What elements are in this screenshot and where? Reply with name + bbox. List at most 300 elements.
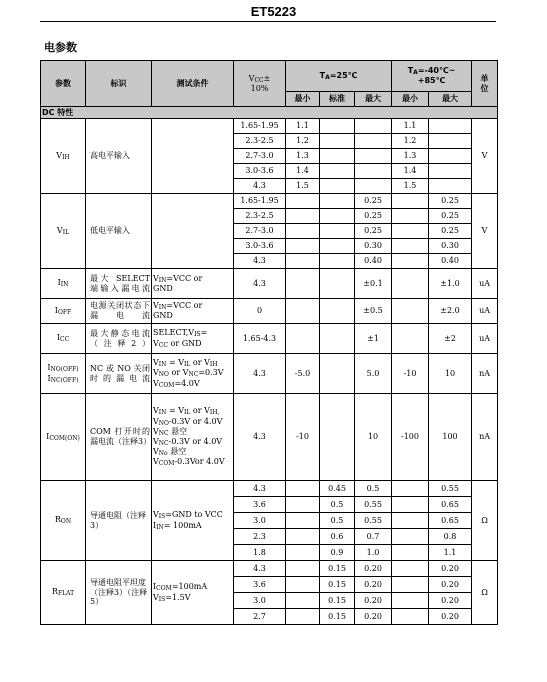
param-sub: IH [62,153,70,161]
value-cell [429,119,472,134]
condition-line [153,379,232,389]
vcc-value: 3.6 [234,577,286,593]
param-symbol [41,324,86,354]
value-cell [355,179,392,194]
unit-cell: V [472,119,498,194]
value-cell: ±1.0 [429,269,472,299]
value-cell [392,577,429,593]
value-cell [320,194,355,209]
value-cell [286,299,320,324]
condition-part: 悬空 [167,447,187,457]
test-condition [152,299,234,324]
condition-part: No [158,450,168,458]
value-cell [355,134,392,149]
condition-part: IS [194,331,201,339]
value-cell: 0.20 [355,561,392,577]
vcc-value: 4.3 [234,254,286,269]
condition-line [153,284,232,294]
condition-part: CC [158,341,168,349]
header-min-range: 最小 [392,92,429,107]
condition-part: 悬空 [168,426,188,436]
header-typ: 标准 [320,92,355,107]
condition-part: =VCC or [166,301,203,311]
condition-line [153,406,232,416]
table-row [41,194,498,209]
vcc-value: 3.0 [234,513,286,529]
condition-line [153,437,232,447]
value-cell [392,561,429,577]
value-cell: ±1 [355,324,392,354]
header-vcc: VCC± 10% [234,61,286,107]
condition-line [153,447,232,457]
value-cell: 0.5 [320,513,355,529]
value-cell: 0.55 [355,497,392,513]
value-cell: 0.5 [320,497,355,513]
param-name: 高电平输入 [86,119,152,194]
param-symbol [41,394,86,481]
vcc-value: 1.8 [234,545,286,561]
param-name: 最大 SELECT 端输入漏电流 [86,269,152,299]
unit-cell: uA [472,269,498,299]
value-cell: 0.20 [355,593,392,609]
condition-line [153,427,232,437]
value-cell [286,545,320,561]
value-cell [320,394,355,481]
condition-part: IS [158,595,166,603]
condition-part: COM [156,585,172,593]
value-cell: 1.1 [286,119,320,134]
param-sub: NO(OFF) [50,366,79,374]
value-cell: ±2.0 [429,299,472,324]
value-cell [320,254,355,269]
value-cell: 0.6 [320,529,355,545]
value-cell [392,269,429,299]
param-symbol [41,561,86,625]
condition-part: = V [166,406,184,416]
condition-line [153,521,232,531]
value-cell [320,354,355,394]
vcc-value: 1.65-1.95 [234,119,286,134]
condition-line [153,274,232,284]
condition-part: = [200,328,208,338]
value-cell: 0.25 [355,209,392,224]
value-cell [392,609,429,625]
vcc-value: 2.3 [234,529,286,545]
param-sub: COM(ON) [49,434,80,442]
value-cell: 0.20 [429,577,472,593]
value-cell: 0.65 [429,513,472,529]
condition-part: IN [158,304,167,312]
header-ta-25: TA=25℃ [286,61,392,92]
value-cell: 0.9 [320,545,355,561]
param-main: I [47,363,51,373]
value-cell: 0.7 [355,529,392,545]
table-row [41,561,498,577]
value-cell [355,119,392,134]
condition-line [153,593,232,603]
condition-line [153,301,232,311]
condition-line [153,311,232,321]
test-condition [152,269,234,299]
condition-part: -0.3V or 4.0V [168,437,223,446]
condition-part: COM [158,460,175,468]
condition-part: IN [158,361,167,369]
param-symbol [41,481,86,561]
value-cell: 1.0 [355,545,392,561]
condition-part: V [153,592,159,602]
value-cell [392,209,429,224]
condition-part: =100mA [171,582,208,592]
header-symbol: 标识 [86,61,152,107]
condition-part: I [153,520,157,530]
condition-part: V [153,301,159,311]
value-cell: 0.65 [429,497,472,513]
value-cell [392,593,429,609]
vcc-value: 4.3 [234,561,286,577]
value-cell [320,239,355,254]
value-cell [286,324,320,354]
value-cell [286,577,320,593]
value-cell [355,164,392,179]
unit-cell: V [472,194,498,269]
value-cell: 0.15 [320,593,355,609]
condition-part: IN [158,409,167,417]
header-max-range: 最大 [429,92,472,107]
value-cell [286,254,320,269]
param-name: 导通电阻（注释3） [86,481,152,561]
table-row [41,324,498,354]
param-main: I [57,278,61,288]
value-cell: 1.1 [429,545,472,561]
condition-line [153,457,232,467]
value-cell [429,149,472,164]
header-min: 最小 [286,92,320,107]
header-unit: 单位 [472,61,498,107]
value-cell [286,609,320,625]
condition-part: = V [166,358,184,368]
value-cell [320,179,355,194]
condition-part: V [153,406,159,416]
param-symbol [41,354,86,394]
vcc-value: 4.3 [234,179,286,194]
condition-line [153,339,232,349]
vcc-value: 2.3-2.5 [234,134,286,149]
test-condition [152,481,234,561]
vcc-value: 4.3 [234,354,286,394]
value-cell [355,149,392,164]
value-cell: -100 [392,394,429,481]
value-cell [320,164,355,179]
test-condition [152,324,234,354]
value-cell: 0.25 [355,224,392,239]
condition-part: SELECT,V [153,328,195,338]
param-main: I [54,305,58,315]
unit-cell: uA [472,324,498,354]
value-cell [320,134,355,149]
param-sub: CC [59,336,70,344]
value-cell [392,497,429,513]
param-sub: OFF [57,308,72,316]
param-symbol [41,119,86,194]
condition-part: NO [158,419,169,427]
condition-part: V [153,437,159,446]
table-row [41,394,498,481]
condition-line [153,417,232,427]
condition-part: NC [158,429,169,437]
vcc-value: 3.0-3.6 [234,164,286,179]
vcc-value: 4.3 [234,394,286,481]
value-cell [392,513,429,529]
value-cell: 0.20 [429,593,472,609]
condition-part: =1.5V [165,592,191,602]
value-cell [429,164,472,179]
test-condition [152,354,234,394]
value-cell: 0.30 [355,239,392,254]
param-name: 低电平输入 [86,194,152,269]
condition-part: or V [190,406,210,416]
condition-part: =GND to VCC [165,510,223,520]
value-cell [286,529,320,545]
value-cell [286,269,320,299]
param-main: I [47,373,51,383]
param-sub: ON [60,518,72,526]
unit-cell: nA [472,354,498,394]
value-cell [286,481,320,497]
value-cell: 10 [355,394,392,481]
table-row [41,354,498,394]
param-symbol [41,194,86,269]
condition-part: or V [190,358,210,368]
vcc-value: 3.6 [234,497,286,513]
dc-label: DC 特性 [41,107,498,119]
value-cell: ±2 [429,324,472,354]
value-cell: ±0.5 [355,299,392,324]
condition-part: V [153,273,159,283]
value-cell: 0.25 [429,224,472,239]
value-cell: 1.3 [392,149,429,164]
value-cell: 0.25 [429,194,472,209]
value-cell [320,149,355,164]
condition-part: GND [153,311,173,321]
value-cell [286,561,320,577]
condition-part: NC [158,440,169,447]
value-cell [286,497,320,513]
document-title: ET5223 [250,4,297,19]
condition-part: NC [188,371,199,379]
electrical-parameters-table [40,60,498,625]
condition-part: =0.3V [198,368,224,378]
value-cell: 1.2 [392,134,429,149]
value-cell: 1.4 [392,164,429,179]
condition-part: V [153,378,159,388]
value-cell: 0.40 [429,254,472,269]
value-cell: 0.5 [355,481,392,497]
test-condition [152,119,234,194]
value-cell [392,194,429,209]
value-cell: 1.2 [286,134,320,149]
value-cell [392,545,429,561]
value-cell: 0.15 [320,561,355,577]
vcc-value: 2.3-2.5 [234,209,286,224]
vcc-value: 2.7-3.0 [234,149,286,164]
vcc-value: 3.0-3.6 [234,239,286,254]
condition-part: IH [209,361,218,369]
value-cell: 0.20 [429,561,472,577]
value-cell [320,269,355,299]
value-cell: 1.1 [392,119,429,134]
condition-part: =4.0V [174,378,200,388]
condition-part: or V [168,368,189,378]
value-cell: 10 [429,354,472,394]
value-cell [392,324,429,354]
condition-line [153,358,232,368]
value-cell [286,224,320,239]
value-cell [392,254,429,269]
condition-part: IL [183,361,191,369]
condition-part: GND [153,283,173,293]
value-cell: -10 [286,394,320,481]
condition-part: COM [158,381,175,389]
value-cell: 0.20 [355,609,392,625]
condition-line [153,368,232,378]
value-cell [320,324,355,354]
condition-part: -0.3V or 4.0V [168,416,223,426]
table-body [41,107,498,625]
section-title: 电参数 [44,41,77,54]
unit-cell: uA [472,299,498,324]
test-condition [152,561,234,625]
param-symbol [41,299,86,324]
value-cell [286,593,320,609]
value-cell: 1.5 [286,179,320,194]
value-cell: 1.3 [286,149,320,164]
condition-part: NO [158,371,169,379]
param-name: NC 或 NO 关闭时的漏电流 [86,354,152,394]
condition-part: = 100mA [163,520,202,530]
value-cell: 0.55 [355,513,392,529]
value-cell: 1.5 [392,179,429,194]
table-row [41,481,498,497]
condition-part: V [153,368,159,378]
vcc-value: 2.7-3.0 [234,224,286,239]
vcc-value: 0 [234,299,286,324]
value-cell: 5.0 [355,354,392,394]
param-sub: IN [60,281,69,289]
condition-part: V [153,338,159,348]
param-main: I [46,431,50,441]
vcc-value: 1.65-4.3 [234,324,286,354]
table-row [41,119,498,134]
value-cell: 0.25 [355,194,392,209]
condition-part: V [153,510,159,520]
condition-line [153,582,232,592]
vcc-value: 1.65-1.95 [234,194,286,209]
condition-line [153,510,232,520]
condition-part: IL [183,409,191,417]
value-cell: 0.45 [320,481,355,497]
param-name: 最大静态电流（注释2） [86,324,152,354]
header-max: 最大 [355,92,392,107]
table-row [41,299,498,324]
value-cell [286,209,320,224]
value-cell: 0.25 [429,209,472,224]
value-cell: ±0.1 [355,269,392,299]
value-cell: 0.20 [355,577,392,593]
value-cell [286,239,320,254]
value-cell: 100 [429,394,472,481]
value-cell: 0.55 [429,481,472,497]
value-cell [392,239,429,254]
condition-part: -0.3Vor 4.0V [174,457,225,467]
param-sub: FLAT [57,590,75,598]
title-rule [40,21,496,22]
condition-part: IN [156,523,164,531]
value-cell: 0.20 [429,609,472,625]
header-param: 参数 [41,61,86,107]
condition-part: V [153,447,159,457]
condition-part: =VCC or [166,273,203,283]
table-row [41,269,498,299]
condition-part: or GND [167,338,202,348]
value-cell [392,481,429,497]
unit-cell: Ω [472,481,498,561]
param-sub: IL [62,228,70,236]
value-cell: 0.15 [320,577,355,593]
vcc-value: 3.0 [234,593,286,609]
value-cell: 0.40 [355,254,392,269]
condition-part: V [153,416,159,426]
vcc-value: 4.3 [234,481,286,497]
value-cell: -5.0 [286,354,320,394]
param-main: R [54,515,61,525]
header-ta-range: TA=-40℃~ +85℃ [392,61,472,92]
value-cell [429,134,472,149]
param-name: 导通电阻平坦度（注释3）（注释5） [86,561,152,625]
param-main: V [56,225,63,235]
param-main: R [51,587,58,597]
value-cell [429,179,472,194]
unit-cell: Ω [472,561,498,625]
value-cell [320,119,355,134]
condition-part: I [153,582,157,592]
value-cell [392,299,429,324]
param-name: 电源关闭状态下漏电流 [86,299,152,324]
header-conditions: 测试条件 [152,61,234,107]
condition-part: IS [158,513,166,521]
value-cell: 0.8 [429,529,472,545]
param-sub: NC(OFF) [50,376,79,384]
condition-part: IH, [209,409,220,417]
param-main: V [56,150,63,160]
condition-part: V [153,426,159,436]
vcc-value: 4.3 [234,269,286,299]
test-condition [152,394,234,481]
value-cell [320,209,355,224]
vcc-value: 2.7 [234,609,286,625]
condition-part: V [153,457,159,467]
dc-characteristics-row [41,107,498,119]
value-cell [320,224,355,239]
test-condition [152,194,234,269]
value-cell: 1.4 [286,164,320,179]
param-name: COM 打开时的漏电流（注释3） [86,394,152,481]
value-cell [286,194,320,209]
unit-cell: nA [472,394,498,481]
param-main: I [56,333,60,343]
condition-part: V [153,358,159,368]
value-cell [286,513,320,529]
value-cell [392,529,429,545]
